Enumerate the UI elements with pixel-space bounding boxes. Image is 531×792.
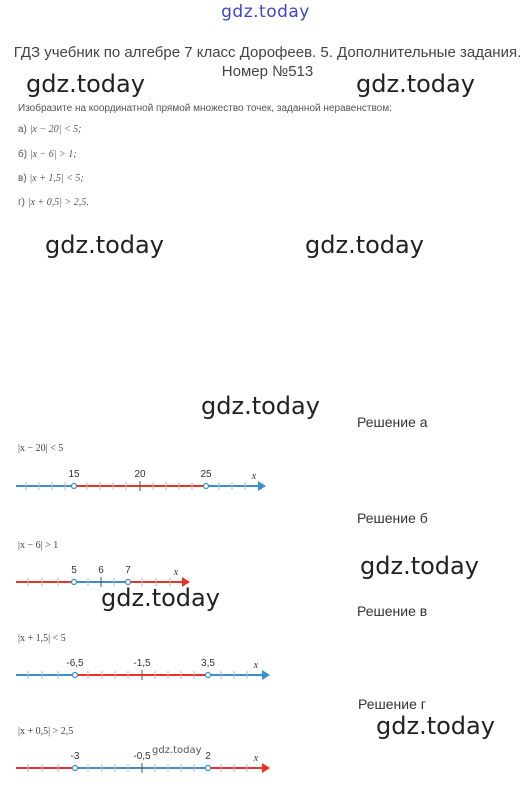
solution-inequality-d: |x + 0,5| > 2,5 [18, 726, 74, 737]
watermark: gdz.today [45, 231, 164, 259]
tick-label: 3,5 [201, 658, 215, 669]
axis-x-label: x [251, 471, 257, 482]
solution-inequality-c: |x + 1,5| < 5 [18, 633, 66, 644]
watermark: gdz.today [101, 584, 220, 612]
tick-label: -1,5 [133, 658, 151, 669]
axis-arrow-icon [262, 670, 270, 680]
watermark: gdz.today [26, 70, 145, 98]
tick-label: -3 [70, 751, 80, 762]
watermark: gdz.today [376, 712, 495, 740]
open-endpoint [126, 580, 131, 585]
number-line-a [16, 462, 266, 502]
tick-label: 2 [205, 751, 211, 762]
open-endpoint [72, 484, 77, 489]
item-expression: |x + 0,5| > 2,5. [27, 197, 89, 208]
tick-label: 25 [200, 469, 212, 480]
solution-inequality-a: |x − 20| < 5 [18, 443, 64, 454]
axis-x-label: x [253, 753, 259, 764]
task-item-a [18, 124, 81, 135]
number-line-c [16, 652, 271, 688]
watermark: gdz.today [360, 552, 479, 580]
axis-arrow-icon [258, 481, 266, 491]
task-item-b [18, 149, 77, 160]
axis-arrow-icon [262, 763, 270, 773]
watermark: gdz.today [305, 231, 424, 259]
number-line-b [16, 560, 191, 596]
item-label: а) [18, 124, 27, 135]
tick-label: 20 [134, 469, 146, 480]
item-label: г) [18, 197, 25, 208]
item-label: б) [18, 149, 28, 160]
watermark: gdz.today [152, 745, 202, 756]
number-line-d [16, 746, 271, 782]
solution-heading-d: Решение г [358, 696, 426, 712]
solution-heading-c: Решение в [357, 603, 428, 619]
tick-label: -0,5 [133, 751, 151, 762]
open-endpoint [73, 766, 78, 771]
task-statement: Изобразите на координатной прямой множество точек, заданной неравенством: [18, 103, 392, 114]
open-endpoint [73, 673, 78, 678]
axis-x-label: x [173, 567, 179, 578]
tick-label: 5 [71, 565, 77, 576]
watermark: gdz.today [201, 392, 320, 420]
open-endpoint [206, 766, 211, 771]
solution-heading-b: Решение б [357, 510, 428, 526]
open-endpoint [204, 484, 209, 489]
open-endpoint [206, 673, 211, 678]
item-expression: |x − 6| > 1; [29, 149, 77, 160]
tick-label: 7 [125, 565, 131, 576]
open-endpoint [72, 580, 77, 585]
item-label: в) [18, 173, 27, 184]
task-item-c [18, 173, 84, 184]
tick-label: -6,5 [66, 658, 84, 669]
axis-x-label: x [253, 660, 259, 671]
site-logo[interactable]: gdz.today [221, 2, 310, 22]
solution-inequality-b: |x − 6| > 1 [18, 540, 59, 551]
item-expression: |x − 20| < 5; [29, 124, 82, 135]
tick-label: 6 [98, 565, 104, 576]
page-title: ГДЗ учебник по алгебре 7 класс Дорофеев. 5. Дополнительные задания. Номер №513 [13, 44, 522, 80]
watermark: gdz.today [356, 70, 475, 98]
task-item-d [18, 197, 89, 208]
tick-label: 15 [68, 469, 80, 480]
axis-arrow-icon [182, 577, 190, 587]
item-expression: |x + 1,5| < 5; [29, 173, 84, 184]
solution-heading-a: Решение а [357, 414, 428, 430]
